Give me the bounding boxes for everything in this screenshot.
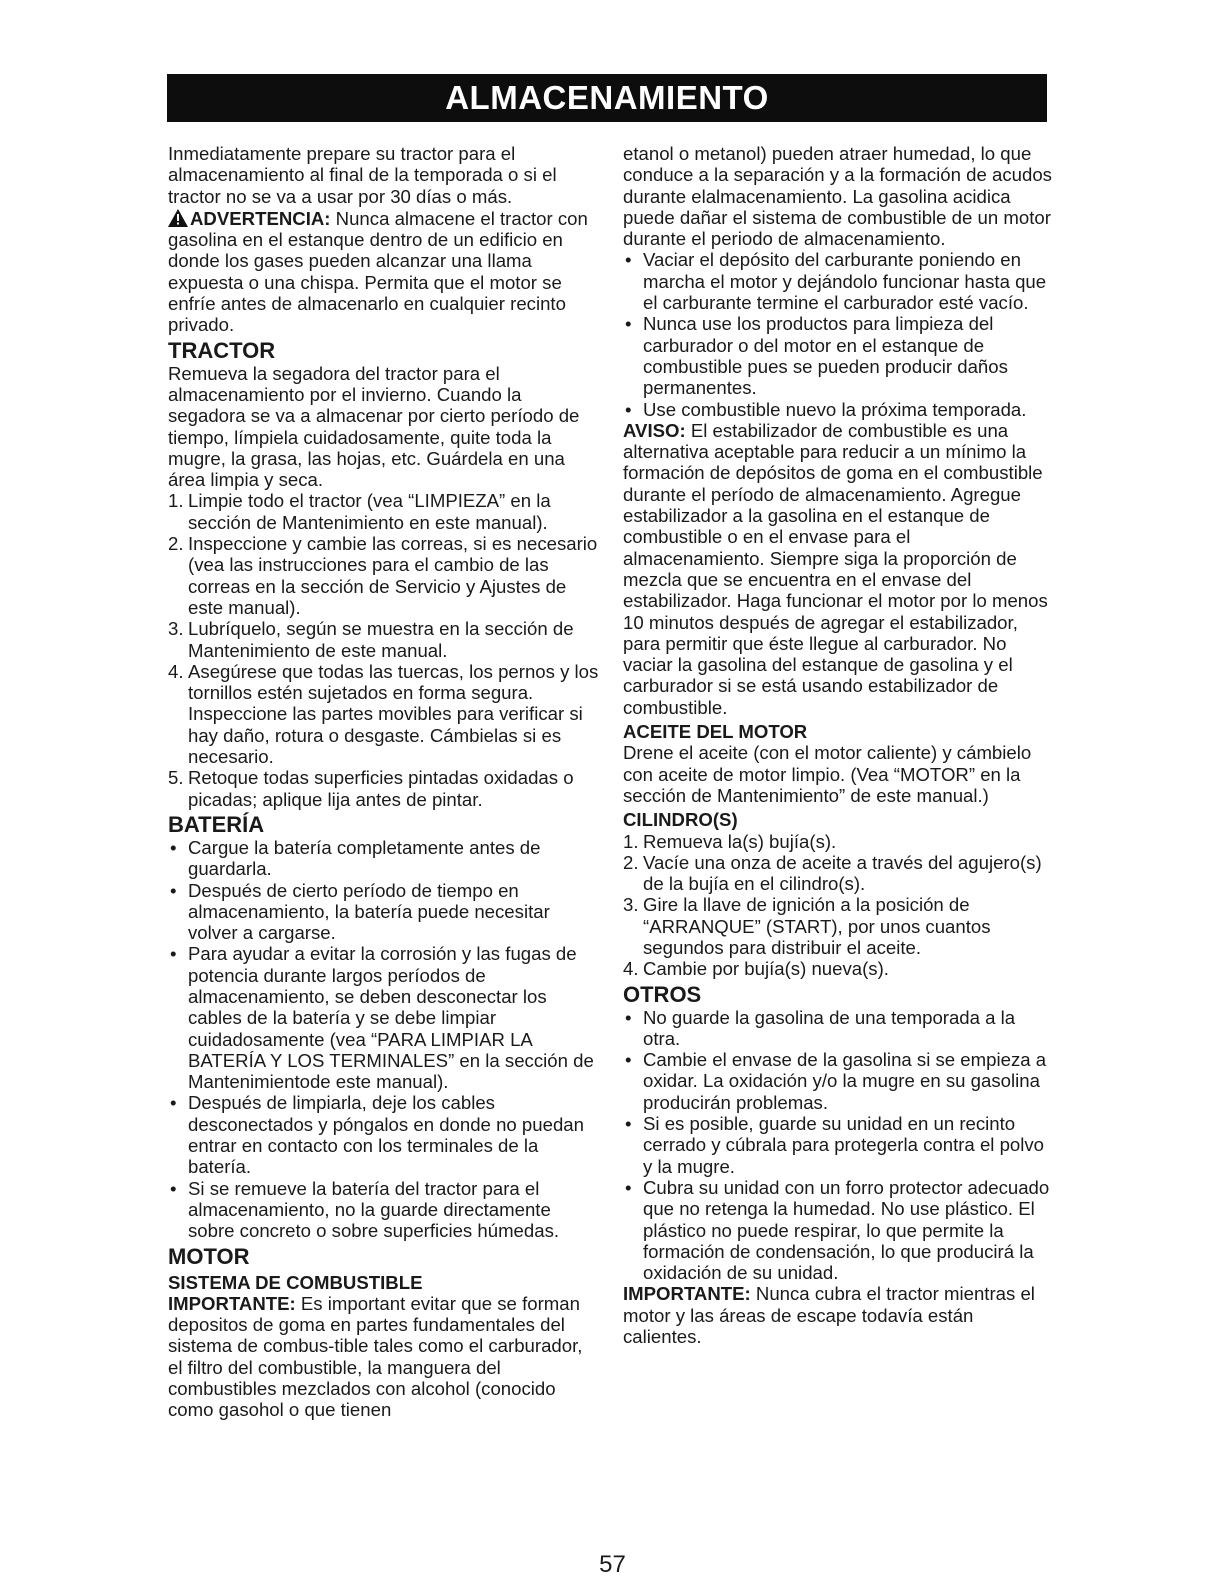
bullet-icon: •: [625, 1176, 632, 1198]
list-item: [168, 661, 600, 767]
bullet-text: Si se remueve la batería del tractor para el almacenamiento, no la guarde directamente sobre concreto o sobre superficies húmedas.: [188, 1177, 560, 1242]
otros-heading: OTROS: [623, 981, 702, 1007]
bullet-icon: •: [170, 1092, 177, 1114]
list-item: [623, 852, 1055, 895]
list-item: [168, 1178, 600, 1242]
warning-label: ADVERTENCIA:: [190, 207, 331, 229]
step-number: 5.: [168, 767, 184, 789]
list-item: [168, 767, 600, 810]
bullet-icon: •: [170, 879, 177, 901]
step-text: Lubríquelo, según se muestra en la sección de Mantenimiento de este manual.: [188, 618, 574, 661]
list-item: [623, 1049, 1055, 1113]
important-paragraph-2: [623, 1283, 1055, 1347]
page-title: ALMACENAMIENTO: [167, 74, 1047, 122]
list-item: [623, 831, 1055, 852]
bullet-icon: •: [625, 1113, 632, 1135]
step-number: 1.: [168, 490, 184, 512]
list-item: [623, 894, 1055, 958]
list-item: [623, 1113, 1055, 1177]
step-text: Remueva la(s) bujía(s).: [643, 830, 837, 852]
list-item: [168, 490, 600, 533]
important-text: Es important evitar que se forman depositos de goma en partes fundamentales del sistema de combus-tible tales como el carburador, el filtro del combustible, la manguera del combustibles mezclados con alcohol (conocido como gasohol o que tienen: [168, 1292, 583, 1421]
step-text: Asegúrese que todas las tuercas, los pernos y los tornillos estén sujetados en forma segura. Inspeccione las partes movibles para verificar si hay daño, rotura o desgaste. Cámbielas si es necesario.: [188, 660, 599, 768]
intro-paragraph: Inmediatamente prepare su tractor para el almacenamiento al final de la temporada o si el tractor no se va a usar por 30 días o más.: [168, 143, 557, 207]
bullet-text: Después de cierto período de tiempo en almacenamiento, la batería puede necesitar volver a cargarse.: [188, 879, 550, 944]
bullet-icon: •: [170, 836, 177, 858]
right-column: [623, 143, 1055, 1347]
list-item: [623, 249, 1055, 313]
step-text: Limpie todo el tractor (vea “LIMPIEZA” en la sección de Mantenimiento en este manual).: [188, 490, 551, 533]
step-text: Inspeccione y cambie las correas, si es necesario (vea las instrucciones para el cambio de las correas en la sección de Servicio y Ajustes de este manual).: [188, 533, 598, 618]
bullet-icon: •: [170, 1177, 177, 1199]
step-number: 4.: [168, 660, 184, 682]
list-item: [168, 533, 600, 618]
otros-list: [623, 1007, 1055, 1284]
bullet-icon: •: [625, 398, 632, 420]
fuel-list: [623, 249, 1055, 419]
aviso-text: El estabilizador de combustible es una alternativa aceptable para reducir a un mínimo la formación de depósitos de goma en el combustible durante el período de almacenamiento. Agregue estabilizador a la gasolina en el estanque de combustible o en el envase para el almacenamiento. Siempre siga la proporción de mezcla que se encuentra en el envase del estabilizador. Haga funcionar el motor por lo menos 10 minutos después de agregar el estabilizador, para permitir que éste llegue al carburador. No vaciar la gasolina del estanque de gasolina y el carburador si se está usando estabilizador de combustible.: [623, 419, 1048, 718]
step-text: Gire la llave de ignición a la posición de “ARRANQUE” (START), por unos cuantos segundos para distribuir el aceite.: [643, 894, 991, 958]
step-text: Retoque todas superficies pintadas oxidadas o picadas; aplique lija antes de pintar.: [188, 767, 574, 810]
aceite-paragraph: Drene el aceite (con el motor caliente) y cámbielo con aceite de motor limpio. (Vea “MOTOR” en la sección de Mantenimiento” de este manual.): [623, 742, 1032, 806]
bullet-text: Si es posible, guarde su unidad en un recinto cerrado y cúbrala para protegerla contra el polvo y la mugre.: [643, 1113, 1045, 1177]
continuation-paragraph: etanol o metanol) pueden atraer humedad, lo que conduce a la separación y a la formación de acudos durante elalmacenamiento. La gasolina acidica puede dañar el sistema de combustible de un motor durante el periodo de almacenamiento.: [623, 143, 1052, 250]
bullet-icon: •: [625, 1049, 632, 1071]
important-text: Nunca cubra el tractor mientras el motor y las áreas de escape todavía están calientes.: [623, 1283, 1035, 1348]
bullet-icon: •: [625, 249, 632, 271]
bullet-text: Para ayudar a evitar la corrosión y las fugas de potencia durante largos períodos de almacenamiento, se deben desconectar los cables de la batería y se debe limpiar cuidadosamente (vea “PARA LIMPIAR LA BATERÍA Y LOS TERMINALES” en la sección de Mantenimientode este manual).: [188, 943, 594, 1093]
bullet-text: No guarde la gasolina de una temporada a la otra.: [643, 1006, 1016, 1049]
list-item: [623, 1177, 1055, 1283]
bullet-text: Cambie el envase de la gasolina si se empieza a oxidar. La oxidación y/o la mugre en su gasolina producirán problemas.: [643, 1049, 1047, 1113]
bullet-icon: •: [625, 313, 632, 335]
tractor-paragraph: Remueva la segadora del tractor para el almacenamiento por el invierno. Cuando la segadora se va a almacenar por cierto período de tiempo, límpiela cuidadosamente, quite toda la mugre, la grasa, las hojas, etc. Guárdela en una área limpia y seca.: [168, 362, 580, 491]
step-number: 1.: [623, 830, 639, 852]
important-paragraph: [168, 1293, 600, 1421]
bateria-heading: BATERÍA: [168, 811, 265, 837]
bullet-text: Después de limpiarla, deje los cables desconectados y póngalos en donde no puedan entrar en contacto con los terminales de la batería.: [188, 1092, 584, 1178]
list-item: [168, 618, 600, 661]
tractor-steps: [168, 490, 600, 809]
bullet-icon: •: [625, 1006, 632, 1028]
step-number: 2.: [168, 533, 184, 555]
list-item: [168, 1092, 600, 1177]
bullet-text: Cubra su unidad con un forro protector adecuado que no retenga la humedad. No use plástico. El plástico no puede respirar, lo que permite la formación de condensación, lo que producirá la oxidación de su unidad.: [643, 1176, 1050, 1284]
bateria-list: [168, 837, 600, 1242]
important-label: IMPORTANTE:: [623, 1283, 751, 1305]
step-number: 3.: [623, 894, 639, 916]
important-label: IMPORTANTE:: [168, 1292, 296, 1314]
warning-triangle-icon: [168, 209, 188, 227]
left-column: [168, 143, 600, 1421]
list-item: [168, 943, 600, 1092]
list-item: [168, 837, 600, 880]
aviso-paragraph: [623, 420, 1055, 718]
list-item: [623, 958, 1055, 979]
warning-paragraph: [168, 208, 600, 336]
step-number: 4.: [623, 958, 639, 980]
list-item: [623, 399, 1055, 420]
page-number: 57: [599, 1551, 626, 1578]
list-item: [168, 880, 600, 944]
bullet-icon: •: [170, 943, 177, 965]
fuel-system-subheading: SISTEMA DE COMBUSTIBLE: [168, 1271, 423, 1293]
cilindros-heading: CILINDRO(S): [623, 809, 738, 831]
bullet-text: Vaciar el depósito del carburante poniendo en marcha el motor y dejándolo funcionar hasta que el carburante termine el carburador esté vacío.: [643, 249, 1047, 314]
cilindros-steps: [623, 831, 1055, 980]
list-item: [623, 313, 1055, 398]
step-text: Cambie por bujía(s) nueva(s).: [643, 958, 889, 980]
step-number: 2.: [623, 851, 639, 873]
aceite-heading: ACEITE DEL MOTOR: [623, 721, 808, 743]
step-number: 3.: [168, 618, 184, 640]
motor-heading: MOTOR: [168, 1243, 250, 1269]
tractor-heading: TRACTOR: [168, 337, 276, 363]
step-text: Vacíe una onza de aceite a través del agujero(s) de la bujía en el cilindro(s).: [643, 851, 1042, 895]
warning-text: Nunca almacene el tractor con gasolina en el estanque dentro de un edificio en donde los gases pueden alcanzar una llama expuesta o una chispa. Permita que el motor se enfríe antes de almacenarlo en cualquier recinto privado.: [168, 207, 588, 336]
list-item: [623, 1007, 1055, 1050]
bullet-text: Use combustible nuevo la próxima temporada.: [643, 398, 1027, 420]
aviso-label: AVISO:: [623, 419, 686, 441]
bullet-text: Cargue la batería completamente antes de guardarla.: [188, 836, 541, 880]
bullet-text: Nunca use los productos para limpieza del carburador o del motor en el estanque de combustible pues se pueden producir daños permanentes.: [643, 313, 1008, 399]
